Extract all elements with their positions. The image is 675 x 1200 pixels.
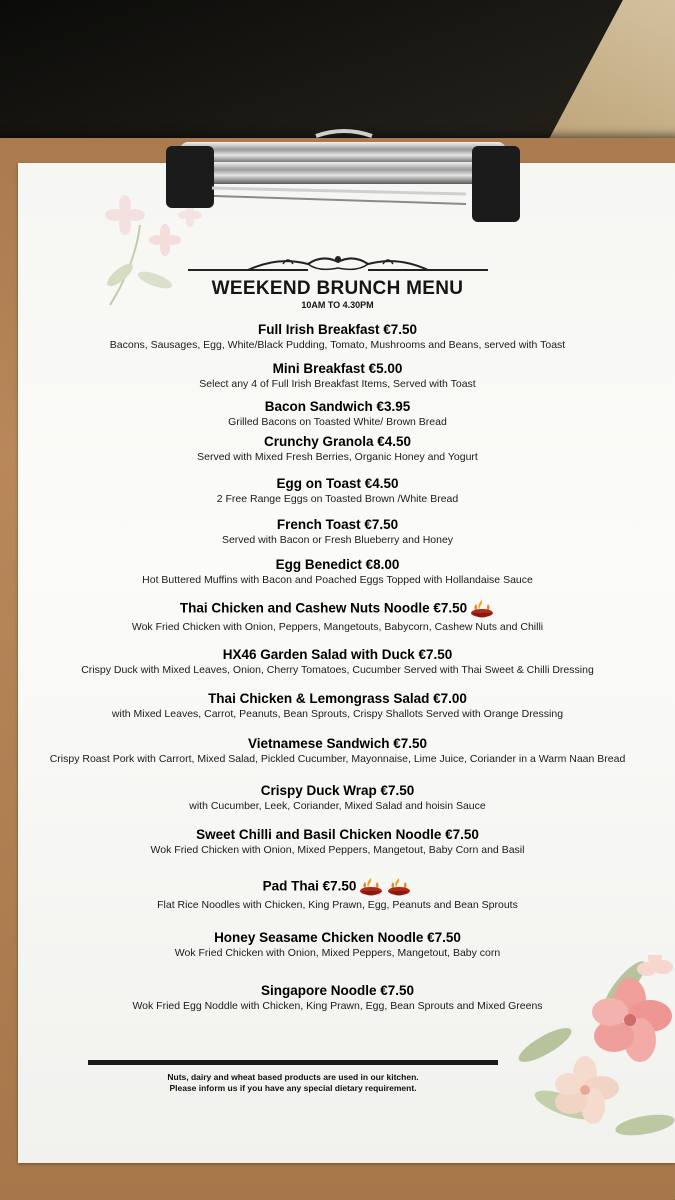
allergen-note — [88, 1072, 498, 1094]
menu-item-name — [0, 433, 675, 450]
menu-item-description: Served with Mixed Fresh Berries, Organic Honey and Yogurt — [197, 451, 478, 463]
menu-item — [0, 826, 675, 857]
menu-item-name — [0, 556, 675, 573]
menu-item-name-text: Singapore Noodle €7.50 — [260, 983, 415, 998]
menu-item-name — [0, 475, 675, 492]
menu-item — [0, 982, 675, 1013]
menu-item — [0, 782, 675, 813]
menu-item-name — [0, 321, 675, 338]
menu-item — [0, 475, 675, 506]
menu-item — [0, 556, 675, 587]
menu-item — [0, 929, 675, 960]
menu-item-description: Served with Bacon or Fresh Blueberry and Honey — [221, 534, 454, 546]
menu-item-name — [0, 735, 675, 752]
footer-rule — [88, 1060, 498, 1065]
menu-item-name-text: Sweet Chilli and Basil Chicken Noodle €7.50 — [196, 827, 479, 842]
menu-item-name — [0, 598, 675, 620]
menu-item — [0, 690, 675, 721]
ornament-divider — [188, 250, 488, 276]
allergen-note-line-1: Nuts, dairy and wheat based products are used in our kitchen. — [167, 1072, 419, 1082]
menu-item-name-text: Full Irish Breakfast €7.50 — [257, 322, 418, 337]
menu-item-name-text: French Toast €7.50 — [276, 517, 399, 532]
menu-item-description: with Mixed Leaves, Carrot, Peanuts, Bean Sprouts, Crispy Shallots Served with Orange Dressing — [111, 708, 564, 720]
menu-item-description: Flat Rice Noodles with Chicken, King Prawn, Egg, Peanuts and Bean Sprouts — [157, 899, 518, 911]
menu-item-description: Select any 4 of Full Irish Breakfast Items, Served with Toast — [199, 378, 476, 390]
menu-item — [0, 433, 675, 464]
menu-item — [0, 321, 675, 352]
menu-item-name-text: Thai Chicken & Lemongrass Salad €7.00 — [208, 691, 467, 706]
menu-hours: 10AM TO 4.30PM — [301, 300, 374, 310]
menu-item-name-text: Mini Breakfast €5.00 — [272, 361, 403, 376]
menu-item-name — [0, 929, 675, 946]
menu-item-description: Wok Fried Chicken with Onion, Mixed Peppers, Mangetout, Baby corn — [174, 947, 501, 959]
menu-item-description: Crispy Roast Pork with Carrort, Mixed Salad, Pickled Cucumber, Mayonnaise, Lime Juice, Coriander in a Warm Naan Bread — [49, 753, 626, 765]
chilli-spicy-icon — [469, 598, 495, 620]
menu-item — [0, 646, 675, 677]
menu-item-name-text: Crispy Duck Wrap €7.50 — [260, 783, 415, 798]
chilli-spicy-icon — [358, 876, 384, 898]
menu-item-name-text: Egg Benedict €8.00 — [275, 557, 400, 572]
menu-item-name-text: HX46 Garden Salad with Duck €7.50 — [222, 647, 453, 662]
menu-item-name — [0, 982, 675, 999]
menu-item-name-text: Pad Thai €7.50 — [262, 878, 357, 894]
menu-item — [0, 876, 675, 912]
menu-item-description: Crispy Duck with Mixed Leaves, Onion, Cherry Tomatoes, Cucumber Served with Thai Sweet & Chilli Dressing — [81, 664, 594, 676]
menu-item-name-text: Thai Chicken and Cashew Nuts Noodle €7.50 — [179, 600, 468, 616]
menu-item-name — [0, 690, 675, 707]
menu-item-name — [0, 398, 675, 415]
menu-item-description: Hot Buttered Muffins with Bacon and Poached Eggs Topped with Hollandaise Sauce — [142, 574, 533, 586]
menu-item — [0, 398, 675, 429]
chilli-spicy-icon — [386, 876, 412, 898]
menu-title: WEEKEND BRUNCH MENU — [211, 278, 464, 299]
menu-item — [0, 735, 675, 766]
menu-item-name-text: Bacon Sandwich €3.95 — [264, 399, 411, 414]
menu-item-description: with Cucumber, Leek, Coriander, Mixed Salad and hoisin Sauce — [189, 800, 486, 812]
menu-item-name — [0, 516, 675, 533]
menu-item-name-text: Vietnamese Sandwich €7.50 — [247, 736, 428, 751]
menu-item — [0, 598, 675, 634]
menu-item — [0, 516, 675, 547]
menu-item-description: Wok Fried Chicken with Onion, Peppers, Mangetouts, Babycorn, Cashew Nuts and Chilli — [131, 621, 544, 633]
menu-item-name — [0, 360, 675, 377]
menu-item-name-text: Egg on Toast €4.50 — [276, 476, 399, 491]
menu-item-name-text: Honey Seasame Chicken Noodle €7.50 — [214, 930, 461, 945]
menu-item-description: Wok Fried Chicken with Onion, Mixed Peppers, Mangetout, Baby Corn and Basil — [150, 844, 525, 856]
menu-item-name — [0, 826, 675, 843]
menu-item-description: Bacons, Sausages, Egg, White/Black Pudding, Tomato, Mushrooms and Beans, served with Toast — [109, 339, 566, 351]
menu-item-description: Wok Fried Egg Noddle with Chicken, King Prawn, Egg, Bean Sprouts and Mixed Greens — [132, 1000, 543, 1012]
menu-item-name — [0, 646, 675, 663]
menu-item-description: Grilled Bacons on Toasted White/ Brown Bread — [228, 416, 447, 428]
menu-item-name — [0, 876, 675, 898]
menu-item-description: 2 Free Range Eggs on Toasted Brown /White Bread — [216, 493, 459, 505]
menu-header — [0, 250, 675, 317]
menu-item-name-text: Crunchy Granola €4.50 — [263, 434, 412, 449]
menu-item-name — [0, 782, 675, 799]
menu-item — [0, 360, 675, 391]
clipboard-metal-clip — [166, 126, 522, 224]
allergen-note-line-2: Please inform us if you have any special dietary requirement. — [169, 1083, 417, 1093]
